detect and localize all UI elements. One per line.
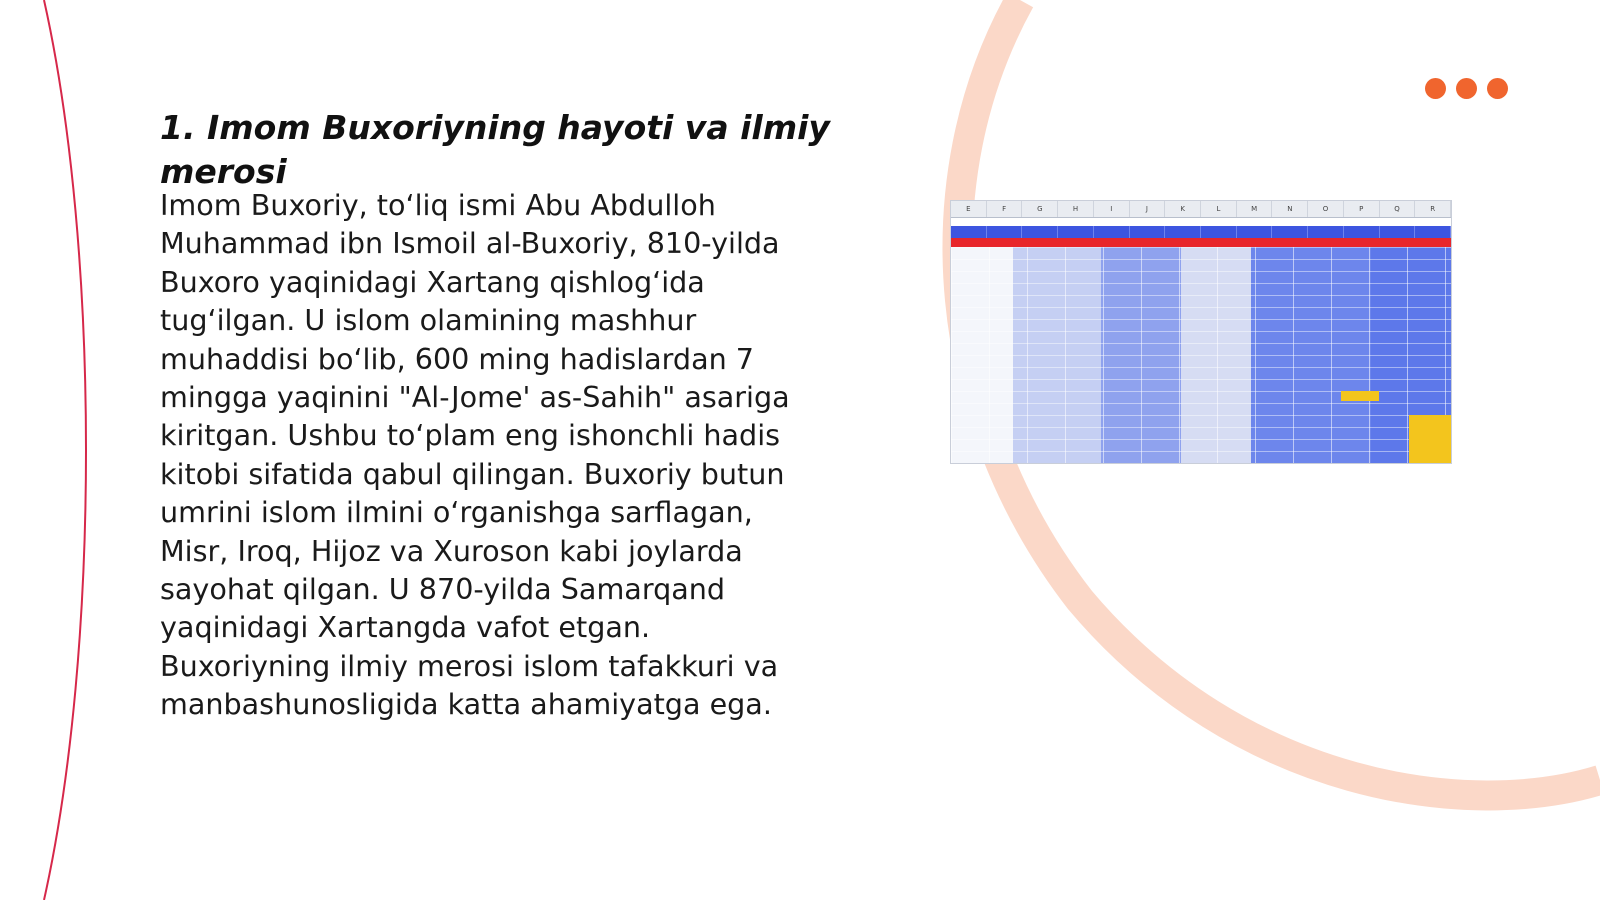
spreadsheet-spacer xyxy=(951,218,1451,226)
highlight-cell xyxy=(1341,391,1379,401)
column-letter: F xyxy=(987,201,1023,217)
column-letter: Q xyxy=(1380,201,1416,217)
dot-icon xyxy=(1425,78,1446,99)
column-letter: I xyxy=(1094,201,1130,217)
slide-body-text: Imom Buxoriy, to‘liq ismi Abu Abdulloh Muhammad ibn Ismoil al-Buxoriy, 810-yilda Buxoro yaqinidagi Xartang qishlog‘ida tug‘ilgan. U islom olamining mashhur muhaddisi bo‘lib, 600 ming hadislardan 7 mingga yaqinini "Al-Jome' as-Sahih" asariga kiritgan. Ushbu to‘plam eng ishonchli hadis kitobi sifatida qabul qilingan. Buxoriy butun umrini islom ilmini o‘rganishga sarflagan, Misr, Iroq, Hijoz va Xuroson kabi joylarda sayohat qilgan. U 870-yilda Samarqand yaqinidagi Xartangda vafot etgan. Buxoriyning ilmiy merosi islom tafakkuri va manbashunosligida katta ahamiyatga ega. xyxy=(160,188,790,722)
column-letter: H xyxy=(1058,201,1094,217)
spreadsheet-red-header xyxy=(951,238,1451,247)
column-letter: O xyxy=(1308,201,1344,217)
spreadsheet-image xyxy=(950,200,1452,464)
three-dots-decoration xyxy=(1425,78,1509,100)
slide-title: 1. Imom Buxoriyning hayoti va ilmiy merosi xyxy=(160,108,830,191)
column-letter: N xyxy=(1272,201,1308,217)
column-letter: G xyxy=(1022,201,1058,217)
dot-icon xyxy=(1487,78,1508,99)
column-letter: J xyxy=(1130,201,1166,217)
highlight-cell xyxy=(1409,415,1451,463)
column-letter: P xyxy=(1344,201,1380,217)
column-letter: L xyxy=(1201,201,1237,217)
spreadsheet-column-header xyxy=(951,201,1451,218)
column-letter: E xyxy=(951,201,987,217)
spreadsheet-cell-grid xyxy=(951,247,1451,463)
red-curve-line xyxy=(44,0,86,900)
column-letter: M xyxy=(1237,201,1273,217)
column-letter: R xyxy=(1415,201,1451,217)
column-letter: K xyxy=(1165,201,1201,217)
spreadsheet-blue-header xyxy=(951,226,1451,238)
dot-icon xyxy=(1456,78,1477,99)
